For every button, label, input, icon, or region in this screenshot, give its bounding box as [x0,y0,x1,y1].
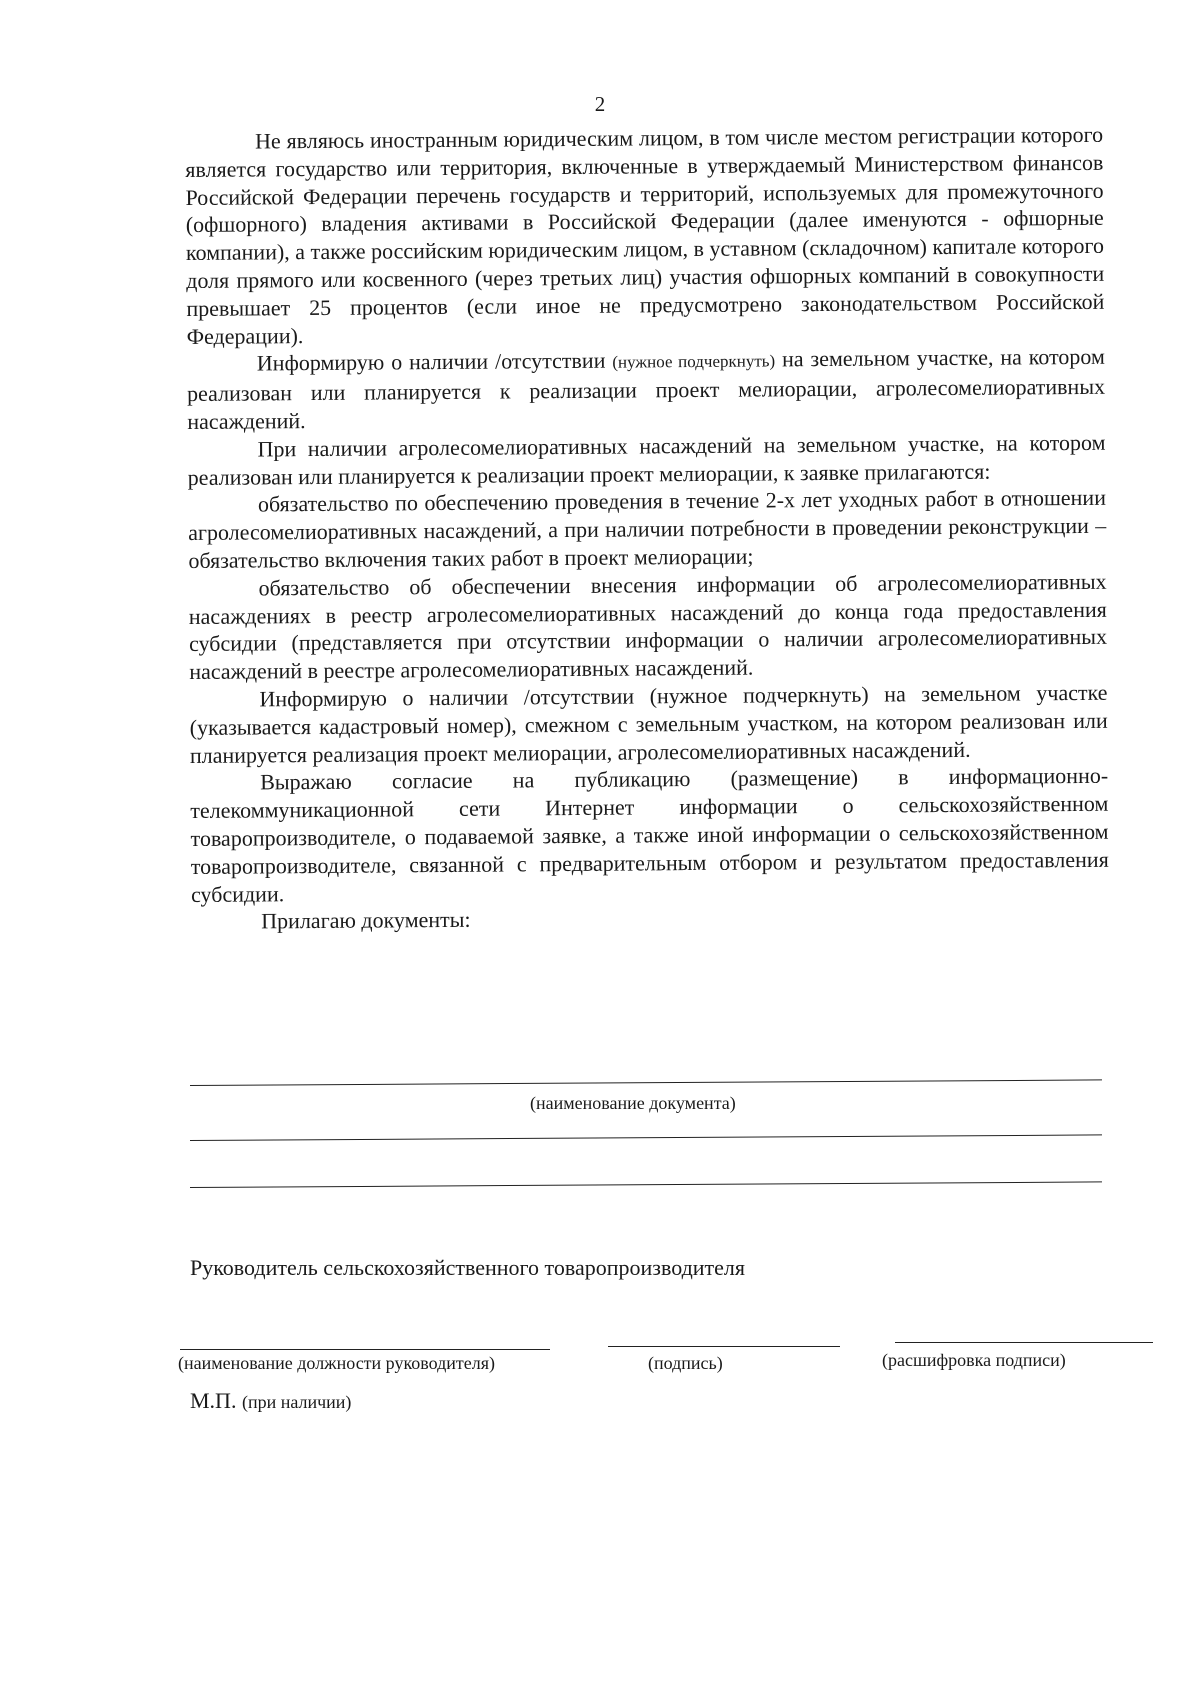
paragraph-maintenance-obligation: обязательство по обеспечению проведения в течение 2-х лет уходных работ в отношении агролесомелиоративных насаждений, а при наличии потребности в проведении реконструкции – обязательство включения таких работ в проект мелиорации; [188,485,1107,573]
document-line-2 [190,1134,1102,1141]
paragraph-attachments-condition: При наличии агролесомелиоративных насаждений на земельном участке, на котором реализован или планируется к реализации проект мелиорации, к заявке прилагаются: [187,429,1106,490]
signature-decoding-caption: (расшифровка подписи) [882,1350,1066,1370]
paragraph-attached-documents: Прилагаю документы: [261,907,471,934]
paragraph-land-plot-info [187,343,1106,436]
document-line-3 [190,1181,1102,1188]
paragraph-publication-consent: Выражаю согласие на публикацию (размещение) в информационно-телекоммуникационной сети Интернет информации о сельскохозяйственном товаропроизводителе, о подаваемой заявке, а также иной информации о сельскохозяйственном товаропроизводителе, связанной с предварительным отбором и результатом предоставления субсидии. [190,763,1109,907]
stamp-label: М.П. [190,1388,237,1413]
signature-decoding-line [895,1342,1153,1343]
position-caption: (наименование должности руководителя) [178,1353,496,1373]
document-body [185,121,1109,936]
paragraph-offshore-status: Не являюсь иностранным юридическим лицом, в том числе местом регистрации которого является государство или территория, включенные в утверждаемый Министерством финансов Российской Федерации перечень государств и территорий, используемых для промежуточного (офшорного) владения активами в Российской Федерации (далее именуются - офшорные компании), а также российским юридическим лицом, в уставном (складочном) капитале которого доля прямого или косвенного (через третьих лиц) участия офшорных компаний в совокупности превышает 25 процентов (если иное не предусмотрено законодательством Российской Федерации). [185,121,1105,349]
document-line-1 [190,1079,1102,1086]
position-line [180,1349,550,1350]
stamp-note: (при наличии) [241,1392,352,1412]
head-of-producer-label: Руководитель сельскохозяйственного товаропроизводителя [190,1255,746,1280]
document-name-caption: (наименование документа) [530,1093,736,1113]
paragraph-land-plot-rest: на земельном участке, на котором реализован или планируется к реализации проект мелиорации, агролесомелиоративных насаждений. [186,344,1106,434]
underline-note: (нужное подчеркнуть) [612,351,776,373]
paragraph-land-plot-lead: Информирую о наличии /отсутствии [256,348,606,376]
paragraph-adjacent-plot-info: Информирую о наличии /отсутствии (нужное подчеркнуть) на земельном участке (указывается кадастровый номер), смежном с земельным участком, на котором реализован или планируется реализация проект мелиорации, агролесомелиоративных насаждений. [189,679,1108,768]
page-number: 2 [594,92,606,116]
signature-line [608,1346,840,1347]
paragraph-registry-obligation: обязательство об обеспечении внесения информации об агролесомелиоративных насаждениях в реестр агролесомелиоративных насаждений до конца года предоставления субсидии (представляется при отсутствии информации о наличии агролесомелиоративных насаждений в реестре агролесомелиоративных насаждений. [188,568,1108,685]
signature-caption: (подпись) [648,1353,723,1373]
stamp-place [190,1388,351,1414]
